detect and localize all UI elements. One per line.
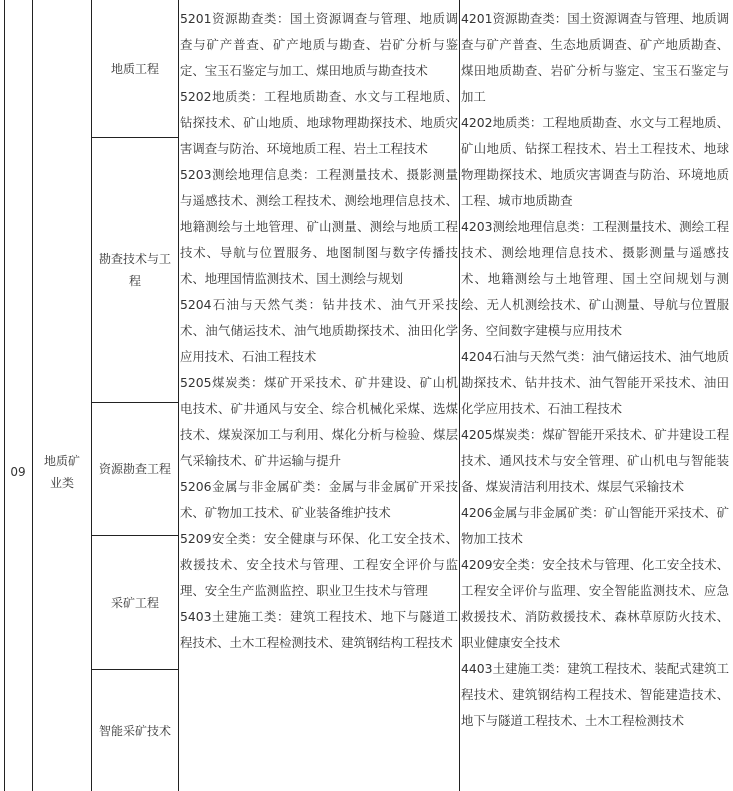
major-group-text: 4205煤炭类：煤矿智能开采技术、矿井建设工程技术、通风技术与安全管理、矿山机电与智能装备、煤炭清洁利用技术、煤层气采输技术 [461,427,729,494]
major-group-text: 5205煤炭类：煤矿开采技术、矿井建设、矿山机电技术、矿井通风与安全、综合机械化采煤、选煤技术、煤炭深加工与利用、煤化分析与检验、煤层气采输技术、矿井运输与提升 [180,375,458,468]
category-code: 09 [10,464,26,479]
major-group-text: 5203测绘地理信息类：工程测量技术、摄影测量与遥感技术、测绘工程技术、测绘地理信息技术、地籍测绘与土地管理、矿山测量、测绘与地质工程技术、导航与位置服务、地图制图与数字传播技术、地理国情监测技术、国土测绘与规划 [180,167,458,286]
major-group-text: 5201资源勘查类：国土资源调查与管理、地质调查与矿产普查、矿产地质与勘查、岩矿分析与鉴定、宝玉石鉴定与加工、煤田地质与勘查技术 [180,11,458,78]
major-name: 资源勘查工程 [98,462,171,476]
major-group-text: 5206金属与非金属矿类：金属与非金属矿开采技术、矿物加工技术、矿业装备维护技术 [180,479,458,520]
major-group-text: 4203测绘地理信息类：工程测量技术、测绘工程技术、测绘地理信息技术、摄影测量与遥感技术、地籍测绘与土地管理、国土空间规划与测绘、无人机测绘技术、矿山测量、导航与位置服务、空间数字建模与应用技术 [461,219,729,338]
major-group-text: 5209安全类：安全健康与环保、化工安全技术、救援技术、安全技术与管理、工程安全评价与监理、安全生产监测监控、职业卫生技术与管理 [180,531,458,598]
major-group-text: 4201资源勘查类：国土资源调查与管理、地质调查与矿产普查、生态地质调查、矿产地质勘查、煤田地质勘查、岩矿分析与鉴定、宝玉石鉴定与加工 [461,11,729,104]
major-name: 采矿工程 [110,595,159,610]
major-group-text: 5204石油与天然气类：钻井技术、油气开采技术、油气储运技术、油气地质勘探技术、油田化学应用技术、石油工程技术 [180,297,458,364]
category-name: 地质矿业类 [43,453,80,490]
major-name: 地质工程 [110,61,159,76]
column-divider [178,0,179,791]
major-group-text: 4204石油与天然气类：油气储运技术、油气地质勘探技术、钻井技术、油气智能开采技术、油田化学应用技术、石油工程技术 [461,349,729,416]
column-divider [32,0,33,791]
major-group-text: 4209安全类：安全技术与管理、化工安全技术、工程安全评价与监理、安全智能监测技术、应急救援技术、消防救援技术、森林草原防火技术、职业健康安全技术 [461,557,729,650]
major-group-text: 5403土建施工类：建筑工程技术、地下与隧道工程技术、土木工程检测技术、建筑钢结构工程技术 [180,609,458,650]
major-name: 勘查技术与工程 [98,252,171,288]
major-group-text: 5202地质类：工程地质勘查、水文与工程地质、钻探技术、矿山地质、地球物理勘探技术、地质灾害调查与防治、环境地质工程、岩土工程技术 [180,89,458,156]
column-divider [459,0,460,791]
major-group-text: 4206金属与非金属矿类：矿山智能开采技术、矿物加工技术 [461,505,729,546]
major-group-text: 4403土建施工类：建筑工程技术、装配式建筑工程技术、建筑钢结构工程技术、智能建造技术、地下与隧道工程技术、土木工程检测技术 [461,661,729,728]
major-name: 智能采矿技术 [98,723,171,738]
secondary-vocational-majors [461,6,729,734]
higher-vocational-majors [180,6,458,656]
major-group-text: 4202地质类：工程地质勘查、水文与工程地质、矿山地质、钻探工程技术、岩土工程技术、地球物理勘探技术、地质灾害调查与防治、环境地质工程、城市地质勘查 [461,115,729,208]
